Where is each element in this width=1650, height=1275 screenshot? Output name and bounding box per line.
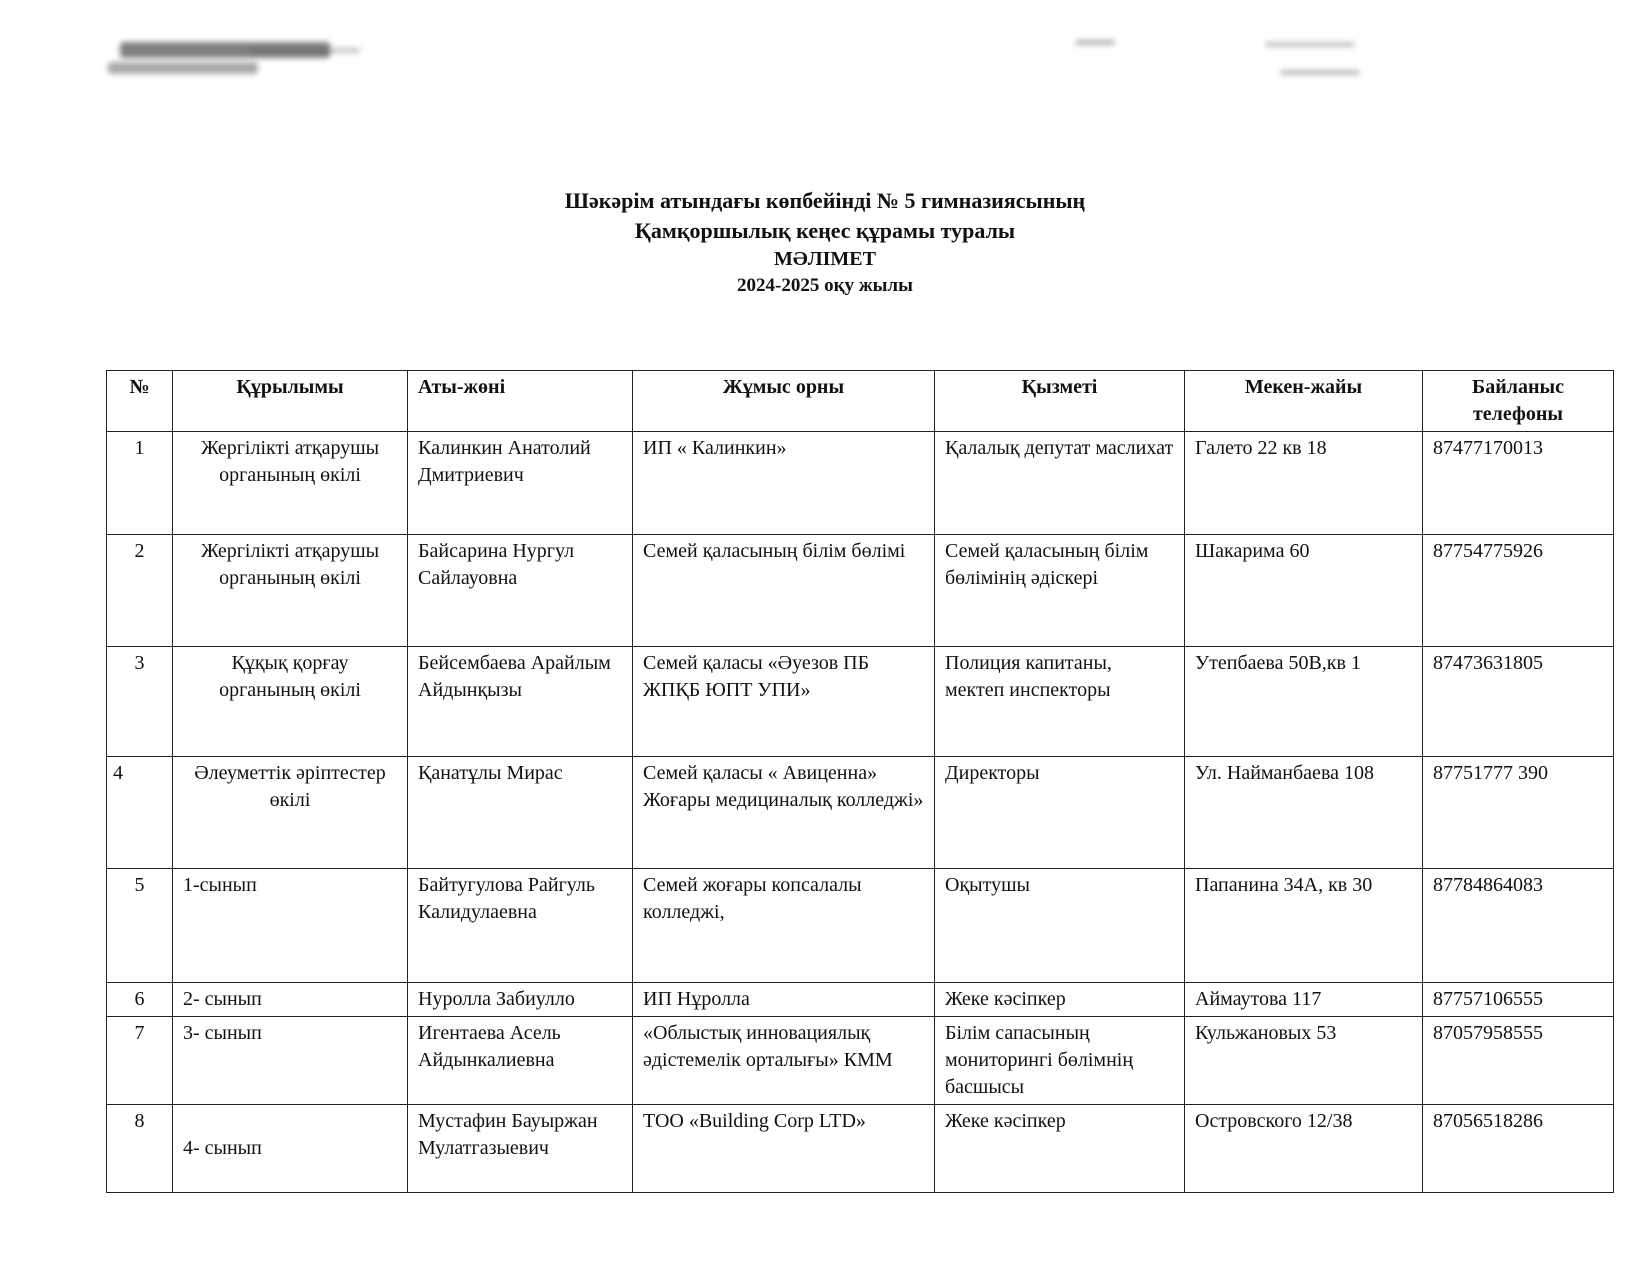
cell-num: 7 xyxy=(107,1017,173,1105)
title-info: МӘЛІМЕТ xyxy=(774,248,876,270)
cell-structure: Жергілікті атқарушы органының өкілі xyxy=(173,535,408,647)
title-school: Шәкәрім атындағы көпбейінді № 5 гимназиясының xyxy=(564,188,1086,213)
cell-position: Оқытушы xyxy=(935,869,1185,983)
cell-address: Кульжановых 53 xyxy=(1185,1017,1423,1105)
table-row xyxy=(107,1105,1614,1193)
scan-smudge xyxy=(1075,40,1115,45)
council-roster-table xyxy=(106,370,1614,1193)
cell-num: 1 xyxy=(107,432,173,535)
cell-num: 4 xyxy=(107,757,173,869)
cell-phone: 87056518286 xyxy=(1423,1105,1614,1193)
cell-workplace: ИП « Калинкин» xyxy=(633,432,935,535)
cell-phone: 87057958555 xyxy=(1423,1017,1614,1105)
cell-position: Білім сапасының мониторингі бөлімнің басшысы xyxy=(935,1017,1185,1105)
cell-num: 3 xyxy=(107,647,173,757)
cell-workplace: ТОО «Building Corp LTD» xyxy=(633,1105,935,1193)
table-row xyxy=(107,535,1614,647)
header-structure: Құрылымы xyxy=(173,371,408,432)
cell-address: Папанина 34А, кв 30 xyxy=(1185,869,1423,983)
cell-position: Жеке кәсіпкер xyxy=(935,1105,1185,1193)
cell-address: Шакарима 60 xyxy=(1185,535,1423,647)
table-row xyxy=(107,757,1614,869)
cell-structure: Құқық қорғау органының өкілі xyxy=(173,647,408,757)
cell-name: Байтугулова Райгуль Калидулаевна xyxy=(408,869,633,983)
cell-num: 6 xyxy=(107,983,173,1017)
header-phone: Байланыс телефоны xyxy=(1423,371,1614,432)
cell-structure: 2- сынып xyxy=(173,983,408,1017)
table-header-row xyxy=(107,371,1614,432)
header-name: Аты-жөні xyxy=(408,371,633,432)
cell-address: Островского 12/38 xyxy=(1185,1105,1423,1193)
cell-phone: 87473631805 xyxy=(1423,647,1614,757)
table-row xyxy=(107,983,1614,1017)
scan-smudge xyxy=(1265,42,1355,47)
cell-phone: 87757106555 xyxy=(1423,983,1614,1017)
cell-workplace: Семей қаласы «Әуезов ПБ ЖПҚБ ЮПТ УПИ» xyxy=(633,647,935,757)
cell-phone: 87751777 390 xyxy=(1423,757,1614,869)
cell-phone: 87477170013 xyxy=(1423,432,1614,535)
cell-name: Нуролла Забиулло xyxy=(408,983,633,1017)
table-row xyxy=(107,432,1614,535)
cell-name: Калинкин Анатолий Дмитриевич xyxy=(408,432,633,535)
cell-num: 8 xyxy=(107,1105,173,1193)
title-academic-year: 2024-2025 оқу жылы xyxy=(737,275,913,296)
cell-workplace: ИП Нұролла xyxy=(633,983,935,1017)
cell-structure: Жергілікті атқарушы органының өкілі xyxy=(173,432,408,535)
cell-structure: Әлеуметтік әріптестер өкілі xyxy=(173,757,408,869)
title-council: Қамқоршылық кеңес құрамы туралы xyxy=(634,218,1016,243)
cell-position: Қалалық депутат маслихат xyxy=(935,432,1185,535)
header-workplace: Жұмыс орны xyxy=(633,371,935,432)
cell-workplace: Семей жоғары копсалалы колледжі, xyxy=(633,869,935,983)
cell-structure: 3- сынып xyxy=(173,1017,408,1105)
cell-workplace: Семей қаласы « Авиценна» Жоғары медициналық колледжі» xyxy=(633,757,935,869)
scan-smudge xyxy=(108,62,258,74)
cell-position: Полиция капитаны, мектеп инспекторы xyxy=(935,647,1185,757)
cell-workplace: «Облыстық инновациялық әдістемелік орталығы» КММ xyxy=(633,1017,935,1105)
cell-name: Бейсембаева Арайлым Айдынқызы xyxy=(408,647,633,757)
scan-smudge xyxy=(1280,70,1360,75)
cell-name: Игентаева Асель Айдынкалиевна xyxy=(408,1017,633,1105)
cell-position: Директоры xyxy=(935,757,1185,869)
scan-smudge xyxy=(250,48,360,53)
cell-structure: 4- сынып xyxy=(173,1105,408,1193)
cell-num: 2 xyxy=(107,535,173,647)
document-header xyxy=(0,186,1650,300)
cell-name: Мустафин Бауыржан Мулатгазыевич xyxy=(408,1105,633,1193)
header-num: № xyxy=(107,371,173,432)
cell-address: Утепбаева 50В,кв 1 xyxy=(1185,647,1423,757)
cell-name: Байсарина Нургул Сайлауовна xyxy=(408,535,633,647)
cell-name: Қанатұлы Мирас xyxy=(408,757,633,869)
cell-address: Ул. Найманбаева 108 xyxy=(1185,757,1423,869)
cell-address: Галето 22 кв 18 xyxy=(1185,432,1423,535)
cell-phone: 87754775926 xyxy=(1423,535,1614,647)
cell-num: 5 xyxy=(107,869,173,983)
cell-position: Жеке кәсіпкер xyxy=(935,983,1185,1017)
cell-workplace: Семей қаласының білім бөлімі xyxy=(633,535,935,647)
cell-address: Аймаутова 117 xyxy=(1185,983,1423,1017)
table-row xyxy=(107,869,1614,983)
cell-phone: 87784864083 xyxy=(1423,869,1614,983)
header-position: Қызметі xyxy=(935,371,1185,432)
table-row xyxy=(107,1017,1614,1105)
header-address: Мекен-жайы xyxy=(1185,371,1423,432)
cell-position: Семей қаласының білім бөлімінің әдіскері xyxy=(935,535,1185,647)
table-row xyxy=(107,647,1614,757)
cell-structure: 1-сынып xyxy=(173,869,408,983)
